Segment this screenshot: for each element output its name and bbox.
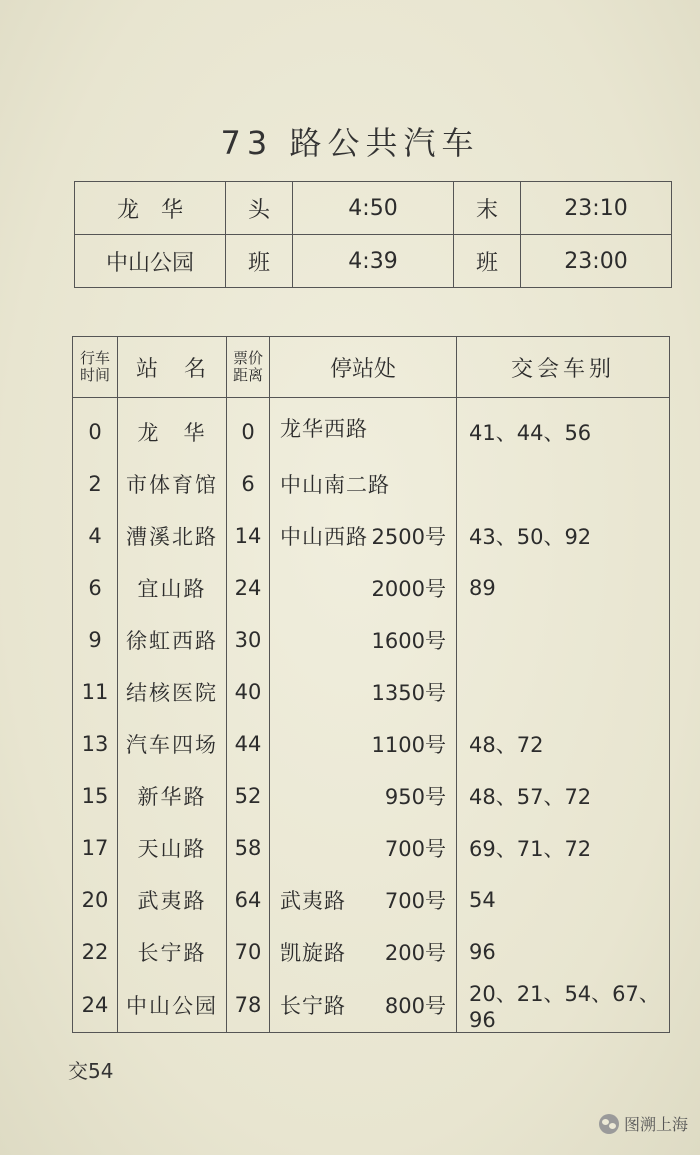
stop-name: 武夷路 [118, 874, 227, 926]
header-stop: 停站处 [270, 337, 457, 398]
stops-table [72, 336, 670, 1033]
stop-number: 1600号 [371, 629, 446, 653]
stop-name: 徐虹西路 [118, 614, 227, 666]
header-time: 行车时间 [73, 337, 118, 398]
stop-road: 中山南二路 [280, 473, 390, 497]
stop-fare: 6 [227, 458, 270, 510]
stop-transfer [457, 458, 670, 510]
stop-number: 700号 [384, 889, 446, 913]
header-transfer: 交会车别 [457, 337, 670, 398]
stop-name: 汽车四场 [118, 718, 227, 770]
stop-row [73, 874, 670, 926]
stop-row [73, 978, 670, 1033]
start-station-a: 龙 华 [75, 182, 226, 235]
first-bus-time-a: 4:50 [293, 182, 454, 235]
stop-road: 长宁路 [280, 994, 346, 1018]
header-name: 站 名 [118, 337, 227, 398]
page-title: 73 路公共汽车 [220, 124, 480, 162]
stop-location [270, 874, 457, 926]
stop-time: 15 [73, 770, 118, 822]
stop-location [270, 978, 457, 1033]
stop-location [270, 770, 457, 822]
page-number: 交54 [68, 1059, 114, 1083]
stop-number: 200号 [384, 941, 446, 965]
stop-time: 24 [73, 978, 118, 1033]
stop-row [73, 458, 670, 510]
last-shift-label: 班 [454, 235, 521, 288]
stop-time: 17 [73, 822, 118, 874]
first-bus-time-b: 4:39 [293, 235, 454, 288]
stop-location [270, 666, 457, 718]
stop-name: 龙 华 [118, 398, 227, 459]
stop-row [73, 562, 670, 614]
stop-location [270, 926, 457, 978]
schedule-row [75, 182, 672, 235]
watermark [599, 1112, 688, 1135]
stop-name: 宜山路 [118, 562, 227, 614]
stop-location [270, 398, 457, 459]
stop-transfer: 89 [457, 562, 670, 614]
stop-location [270, 562, 457, 614]
stop-fare: 14 [227, 510, 270, 562]
stop-fare: 30 [227, 614, 270, 666]
stop-name: 漕溪北路 [118, 510, 227, 562]
start-station-b: 中山公园 [75, 235, 226, 288]
stop-time: 6 [73, 562, 118, 614]
stop-row [73, 770, 670, 822]
stop-fare: 70 [227, 926, 270, 978]
stop-time: 0 [73, 398, 118, 459]
stop-location [270, 510, 457, 562]
stop-name: 长宁路 [118, 926, 227, 978]
stop-name: 中山公园 [118, 978, 227, 1033]
stop-name: 结核医院 [118, 666, 227, 718]
stop-number: 1350号 [371, 681, 446, 705]
stop-row [73, 718, 670, 770]
stop-fare: 64 [227, 874, 270, 926]
stop-row [73, 926, 670, 978]
stop-transfer [457, 666, 670, 718]
stop-time: 22 [73, 926, 118, 978]
stop-transfer: 54 [457, 874, 670, 926]
first-bus-label: 头 [226, 182, 293, 235]
stop-number: 1100号 [371, 733, 446, 757]
stop-road: 凯旋路 [280, 941, 346, 965]
stop-transfer: 43、50、92 [457, 510, 670, 562]
stop-fare: 58 [227, 822, 270, 874]
stop-transfer: 48、57、72 [457, 770, 670, 822]
stop-row [73, 822, 670, 874]
stop-location [270, 614, 457, 666]
stop-transfer: 69、71、72 [457, 822, 670, 874]
stop-time: 11 [73, 666, 118, 718]
stop-road: 中山西路 [280, 525, 368, 549]
stop-road: 龙华西路 [280, 417, 368, 441]
stop-transfer: 20、21、54、67、96 [457, 978, 670, 1033]
stop-transfer: 96 [457, 926, 670, 978]
stop-number: 950号 [384, 785, 446, 809]
stop-row [73, 398, 670, 459]
stop-fare: 0 [227, 398, 270, 459]
schedule-row [75, 235, 672, 288]
header-fare: 票价距离 [227, 337, 270, 398]
stop-location [270, 458, 457, 510]
stop-time: 20 [73, 874, 118, 926]
wechat-icon [599, 1114, 619, 1134]
stop-transfer: 48、72 [457, 718, 670, 770]
stop-fare: 40 [227, 666, 270, 718]
stop-number: 800号 [384, 994, 446, 1018]
stop-fare: 78 [227, 978, 270, 1033]
stop-location [270, 718, 457, 770]
stops-header-row [73, 337, 670, 398]
last-bus-time-a: 23:10 [521, 182, 672, 235]
stop-road: 武夷路 [280, 889, 346, 913]
stop-time: 2 [73, 458, 118, 510]
stop-row [73, 510, 670, 562]
stop-row [73, 666, 670, 718]
stop-number: 2000号 [371, 577, 446, 601]
stop-fare: 44 [227, 718, 270, 770]
stop-number: 2500号 [371, 525, 446, 549]
stop-time: 4 [73, 510, 118, 562]
last-bus-label: 末 [454, 182, 521, 235]
last-bus-time-b: 23:00 [521, 235, 672, 288]
stop-row [73, 614, 670, 666]
stop-time: 9 [73, 614, 118, 666]
schedule-table [74, 181, 672, 288]
watermark-text: 图溯上海 [623, 1115, 688, 1134]
stop-time: 13 [73, 718, 118, 770]
stop-transfer [457, 614, 670, 666]
stop-name: 天山路 [118, 822, 227, 874]
stop-transfer: 41、44、56 [457, 398, 670, 459]
stop-location [270, 822, 457, 874]
stop-name: 市体育馆 [118, 458, 227, 510]
stop-fare: 24 [227, 562, 270, 614]
first-shift-label: 班 [226, 235, 293, 288]
stop-number: 700号 [384, 837, 446, 861]
stop-fare: 52 [227, 770, 270, 822]
stop-name: 新华路 [118, 770, 227, 822]
stops-body [73, 398, 670, 1033]
